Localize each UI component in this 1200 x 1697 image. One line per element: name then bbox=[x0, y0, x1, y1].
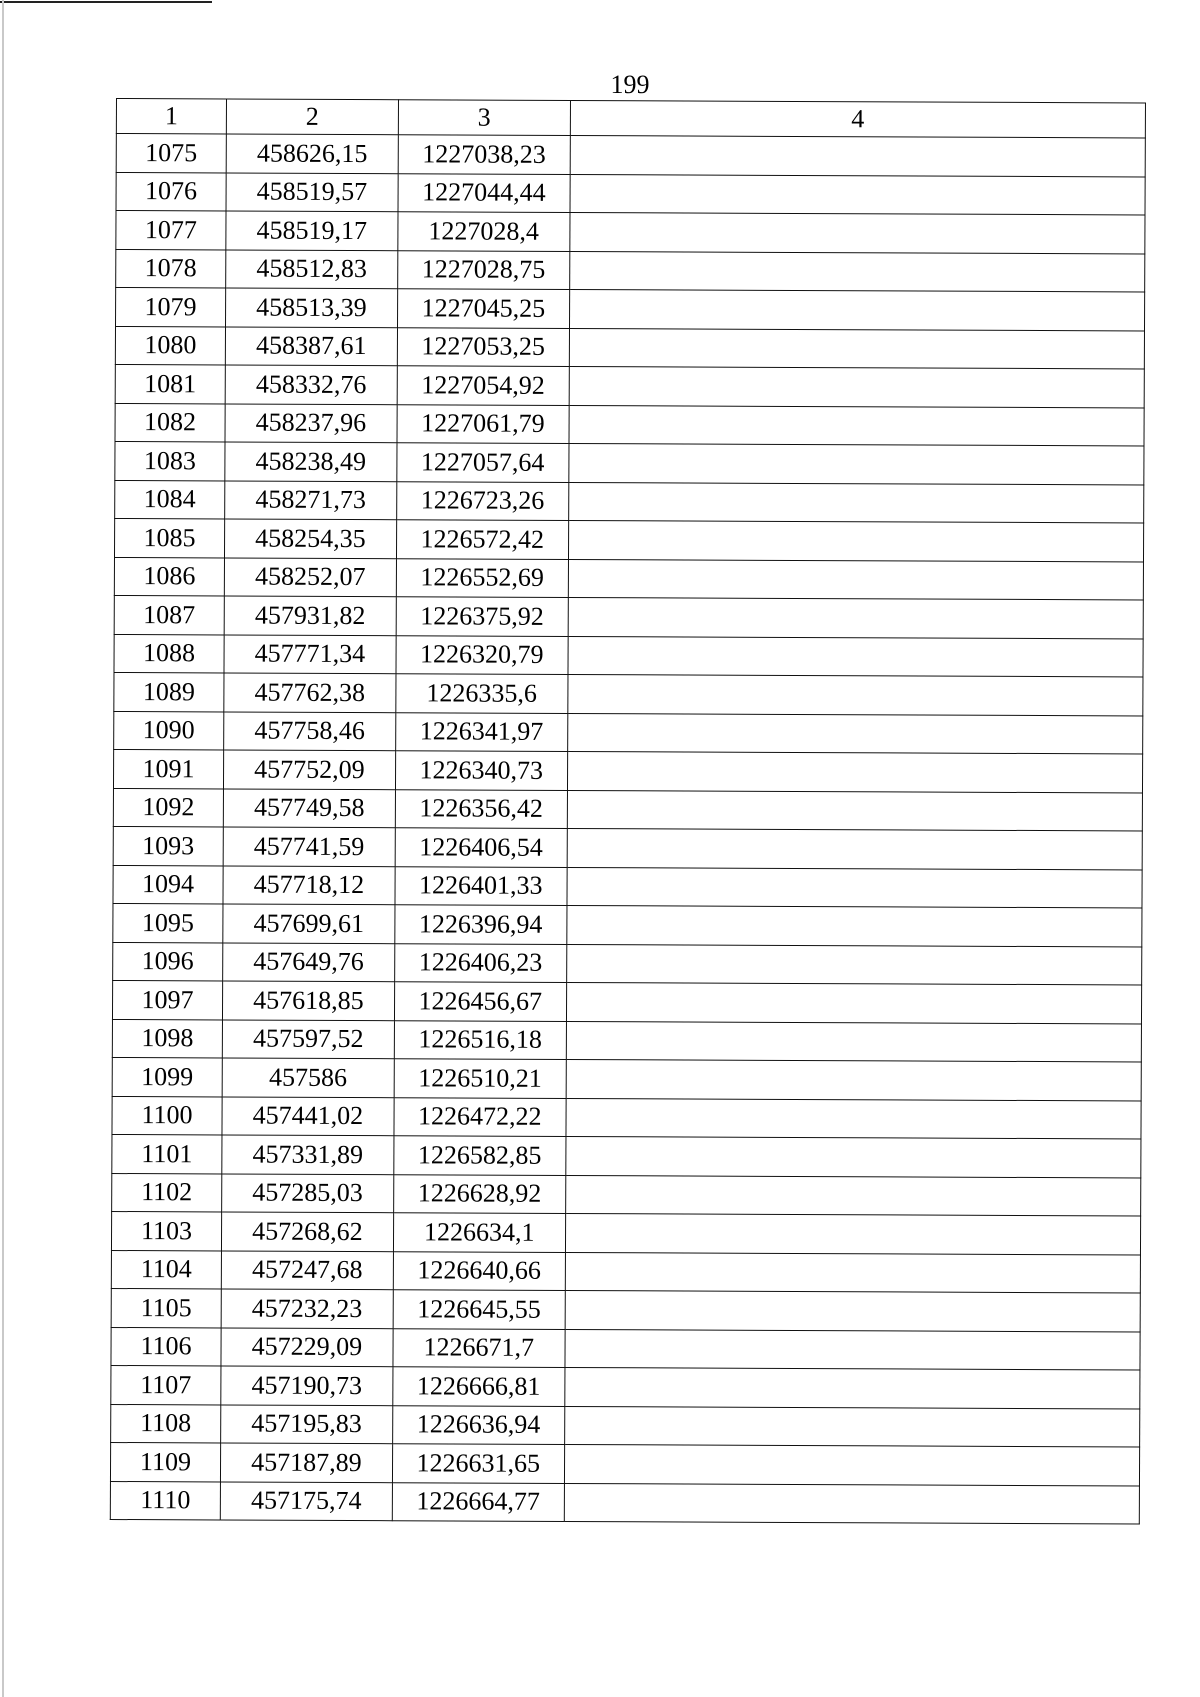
point-number-cell: 1096 bbox=[113, 942, 223, 981]
y-coordinate-cell: 1226335,6 bbox=[396, 674, 568, 713]
table-header-row bbox=[116, 99, 1145, 138]
note-cell bbox=[565, 1329, 1140, 1370]
table-row bbox=[114, 634, 1143, 677]
note-cell bbox=[567, 867, 1142, 908]
header-cell-2: 2 bbox=[226, 99, 398, 135]
y-coordinate-cell: 1226472,22 bbox=[394, 1097, 566, 1136]
point-number-cell: 1095 bbox=[113, 903, 223, 942]
y-coordinate-cell: 1227057,64 bbox=[397, 443, 569, 482]
y-coordinate-cell: 1226516,18 bbox=[394, 1020, 566, 1059]
x-coordinate-cell: 457586 bbox=[222, 1058, 394, 1097]
note-cell bbox=[568, 636, 1143, 677]
point-number-cell: 1097 bbox=[112, 980, 222, 1019]
note-cell bbox=[564, 1483, 1139, 1524]
y-coordinate-cell: 1227028,75 bbox=[397, 250, 569, 289]
note-cell bbox=[569, 443, 1144, 484]
y-coordinate-cell: 1227038,23 bbox=[398, 135, 570, 174]
x-coordinate-cell: 457268,62 bbox=[221, 1212, 393, 1251]
point-number-cell: 1088 bbox=[114, 634, 224, 673]
note-cell bbox=[568, 674, 1143, 715]
x-coordinate-cell: 457187,89 bbox=[220, 1443, 392, 1482]
table-row bbox=[112, 1096, 1141, 1139]
y-coordinate-cell: 1226396,94 bbox=[395, 905, 567, 944]
note-cell bbox=[566, 944, 1141, 985]
point-number-cell: 1075 bbox=[116, 134, 226, 173]
x-coordinate-cell: 457441,02 bbox=[222, 1096, 394, 1135]
table-row bbox=[112, 1134, 1141, 1177]
point-number-cell: 1093 bbox=[113, 826, 223, 865]
note-cell bbox=[565, 1252, 1140, 1293]
point-number-cell: 1082 bbox=[115, 403, 225, 442]
y-coordinate-cell: 1226631,65 bbox=[392, 1444, 564, 1483]
table-row bbox=[113, 826, 1142, 869]
point-number-cell: 1087 bbox=[114, 595, 224, 634]
x-coordinate-cell: 457232,23 bbox=[221, 1289, 393, 1328]
table-row bbox=[114, 595, 1143, 638]
x-coordinate-cell: 457190,73 bbox=[221, 1366, 393, 1405]
table-row bbox=[112, 1057, 1141, 1100]
x-coordinate-cell: 458387,61 bbox=[225, 326, 397, 365]
header-cell-3: 3 bbox=[398, 100, 570, 136]
x-coordinate-cell: 457195,83 bbox=[221, 1404, 393, 1443]
table-row bbox=[110, 1442, 1139, 1485]
x-coordinate-cell: 457331,89 bbox=[222, 1135, 394, 1174]
table-row bbox=[112, 1173, 1141, 1216]
note-cell bbox=[564, 1406, 1139, 1447]
left-edge-rule bbox=[2, 0, 4, 1697]
x-coordinate-cell: 457597,52 bbox=[222, 1019, 394, 1058]
table-row bbox=[110, 1481, 1139, 1524]
point-number-cell: 1106 bbox=[111, 1327, 221, 1366]
table-row bbox=[112, 980, 1141, 1023]
point-number-cell: 1081 bbox=[115, 364, 225, 403]
table-row bbox=[116, 211, 1145, 254]
table-row bbox=[115, 364, 1144, 407]
y-coordinate-cell: 1227045,25 bbox=[397, 289, 569, 328]
note-cell bbox=[568, 520, 1143, 561]
note-cell bbox=[565, 1367, 1140, 1408]
header-cell-1: 1 bbox=[116, 99, 226, 134]
y-coordinate-cell: 1226356,42 bbox=[395, 789, 567, 828]
corner-rule bbox=[0, 1, 212, 3]
y-coordinate-cell: 1226572,42 bbox=[396, 520, 568, 559]
note-cell bbox=[567, 713, 1142, 754]
x-coordinate-cell: 457285,03 bbox=[222, 1173, 394, 1212]
note-cell bbox=[565, 1213, 1140, 1254]
x-coordinate-cell: 457762,38 bbox=[224, 673, 396, 712]
y-coordinate-cell: 1226645,55 bbox=[393, 1290, 565, 1329]
table-row bbox=[111, 1327, 1140, 1370]
note-cell bbox=[567, 751, 1142, 792]
point-number-cell: 1090 bbox=[114, 711, 224, 750]
x-coordinate-cell: 457931,82 bbox=[224, 596, 396, 635]
y-coordinate-cell: 1226456,67 bbox=[394, 982, 566, 1021]
x-coordinate-cell: 458254,35 bbox=[224, 519, 396, 558]
note-cell bbox=[570, 135, 1145, 176]
x-coordinate-cell: 458519,57 bbox=[226, 172, 398, 211]
x-coordinate-cell: 457618,85 bbox=[222, 981, 394, 1020]
table-row bbox=[113, 903, 1142, 946]
point-number-cell: 1103 bbox=[111, 1211, 221, 1250]
table-row bbox=[113, 788, 1142, 831]
x-coordinate-cell: 458519,17 bbox=[226, 211, 398, 250]
point-number-cell: 1089 bbox=[114, 672, 224, 711]
table-row bbox=[111, 1365, 1140, 1408]
table-row bbox=[115, 441, 1144, 484]
table-row bbox=[116, 134, 1145, 177]
y-coordinate-cell: 1227054,92 bbox=[397, 366, 569, 405]
note-cell bbox=[565, 1290, 1140, 1331]
x-coordinate-cell: 458332,76 bbox=[225, 365, 397, 404]
note-cell bbox=[568, 597, 1143, 638]
note-cell bbox=[569, 366, 1144, 407]
x-coordinate-cell: 457229,09 bbox=[221, 1327, 393, 1366]
note-cell bbox=[566, 1059, 1141, 1100]
table-row bbox=[113, 942, 1142, 985]
y-coordinate-cell: 1227044,44 bbox=[398, 173, 570, 212]
y-coordinate-cell: 1226406,23 bbox=[394, 943, 566, 982]
table-row bbox=[111, 1211, 1140, 1254]
table-row bbox=[116, 172, 1145, 215]
point-number-cell: 1084 bbox=[115, 480, 225, 519]
y-coordinate-cell: 1226552,69 bbox=[396, 558, 568, 597]
y-coordinate-cell: 1226340,73 bbox=[395, 751, 567, 790]
x-coordinate-cell: 458512,83 bbox=[226, 249, 398, 288]
x-coordinate-cell: 457699,61 bbox=[223, 904, 395, 943]
header-cell-4: 4 bbox=[570, 100, 1145, 138]
table-row bbox=[113, 865, 1142, 908]
y-coordinate-cell: 1226375,92 bbox=[396, 597, 568, 636]
table-body bbox=[110, 99, 1145, 1524]
point-number-cell: 1078 bbox=[116, 249, 226, 288]
table-row bbox=[116, 249, 1145, 292]
point-number-cell: 1104 bbox=[111, 1250, 221, 1289]
point-number-cell: 1085 bbox=[114, 518, 224, 557]
point-number-cell: 1101 bbox=[112, 1134, 222, 1173]
table-row bbox=[111, 1288, 1140, 1331]
y-coordinate-cell: 1226636,94 bbox=[392, 1405, 564, 1444]
point-number-cell: 1107 bbox=[111, 1365, 221, 1404]
x-coordinate-cell: 458252,07 bbox=[224, 557, 396, 596]
point-number-cell: 1091 bbox=[113, 749, 223, 788]
table-row bbox=[114, 557, 1143, 600]
point-number-cell: 1079 bbox=[116, 288, 226, 327]
point-number-cell: 1077 bbox=[116, 211, 226, 250]
y-coordinate-cell: 1227061,79 bbox=[397, 404, 569, 443]
y-coordinate-cell: 1226723,26 bbox=[396, 481, 568, 520]
table-row bbox=[115, 480, 1144, 523]
point-number-cell: 1099 bbox=[112, 1057, 222, 1096]
note-cell bbox=[566, 1098, 1141, 1139]
point-number-cell: 1094 bbox=[113, 865, 223, 904]
y-coordinate-cell: 1226666,81 bbox=[393, 1367, 565, 1406]
point-number-cell: 1105 bbox=[111, 1288, 221, 1327]
note-cell bbox=[569, 251, 1144, 292]
table-row bbox=[111, 1404, 1140, 1447]
x-coordinate-cell: 458237,96 bbox=[225, 403, 397, 442]
point-number-cell: 1109 bbox=[110, 1442, 220, 1481]
point-number-cell: 1108 bbox=[111, 1404, 221, 1443]
table-row bbox=[115, 403, 1144, 446]
x-coordinate-cell: 458626,15 bbox=[226, 134, 398, 173]
note-cell bbox=[567, 790, 1142, 831]
table-row bbox=[115, 326, 1144, 369]
note-cell bbox=[566, 1136, 1141, 1177]
x-coordinate-cell: 457247,68 bbox=[221, 1250, 393, 1289]
point-number-cell: 1092 bbox=[113, 788, 223, 827]
point-number-cell: 1080 bbox=[115, 326, 225, 365]
y-coordinate-cell: 1226510,21 bbox=[394, 1059, 566, 1098]
point-number-cell: 1100 bbox=[112, 1096, 222, 1135]
table-row bbox=[114, 711, 1143, 754]
note-cell bbox=[568, 559, 1143, 600]
note-cell bbox=[570, 212, 1145, 253]
x-coordinate-cell: 457741,59 bbox=[223, 827, 395, 866]
point-number-cell: 1098 bbox=[112, 1019, 222, 1058]
point-number-cell: 1083 bbox=[115, 441, 225, 480]
x-coordinate-cell: 458513,39 bbox=[225, 288, 397, 327]
note-cell bbox=[564, 1444, 1139, 1485]
x-coordinate-cell: 458271,73 bbox=[225, 480, 397, 519]
note-cell bbox=[568, 482, 1143, 523]
table-row bbox=[116, 288, 1145, 331]
x-coordinate-cell: 457175,74 bbox=[220, 1481, 392, 1520]
point-number-cell: 1102 bbox=[112, 1173, 222, 1212]
coordinates-table bbox=[110, 98, 1146, 1524]
x-coordinate-cell: 457752,09 bbox=[223, 750, 395, 789]
y-coordinate-cell: 1226671,7 bbox=[393, 1328, 565, 1367]
x-coordinate-cell: 458238,49 bbox=[225, 442, 397, 481]
y-coordinate-cell: 1226582,85 bbox=[394, 1136, 566, 1175]
table-row bbox=[112, 1019, 1141, 1062]
table-row bbox=[114, 518, 1143, 561]
y-coordinate-cell: 1226634,1 bbox=[393, 1213, 565, 1252]
y-coordinate-cell: 1226320,79 bbox=[396, 635, 568, 674]
y-coordinate-cell: 1226341,97 bbox=[395, 712, 567, 751]
x-coordinate-cell: 457749,58 bbox=[223, 788, 395, 827]
x-coordinate-cell: 457649,76 bbox=[223, 942, 395, 981]
table-row bbox=[111, 1250, 1140, 1293]
y-coordinate-cell: 1226401,33 bbox=[395, 866, 567, 905]
y-coordinate-cell: 1227053,25 bbox=[397, 327, 569, 366]
point-number-cell: 1110 bbox=[110, 1481, 220, 1520]
note-cell bbox=[566, 982, 1141, 1023]
note-cell bbox=[566, 1021, 1141, 1062]
table-row bbox=[113, 749, 1142, 792]
note-cell bbox=[567, 905, 1142, 946]
table-row bbox=[114, 672, 1143, 715]
y-coordinate-cell: 1227028,4 bbox=[398, 212, 570, 251]
note-cell bbox=[567, 828, 1142, 869]
y-coordinate-cell: 1226664,77 bbox=[392, 1482, 564, 1521]
y-coordinate-cell: 1226640,66 bbox=[393, 1251, 565, 1290]
note-cell bbox=[565, 1175, 1140, 1216]
x-coordinate-cell: 457758,46 bbox=[224, 711, 396, 750]
note-cell bbox=[569, 289, 1144, 330]
point-number-cell: 1076 bbox=[116, 172, 226, 211]
note-cell bbox=[569, 328, 1144, 369]
x-coordinate-cell: 457771,34 bbox=[224, 634, 396, 673]
x-coordinate-cell: 457718,12 bbox=[223, 865, 395, 904]
y-coordinate-cell: 1226406,54 bbox=[395, 828, 567, 867]
note-cell bbox=[569, 405, 1144, 446]
note-cell bbox=[570, 174, 1145, 215]
page-number: 199 bbox=[610, 70, 650, 99]
y-coordinate-cell: 1226628,92 bbox=[393, 1174, 565, 1213]
point-number-cell: 1086 bbox=[114, 557, 224, 596]
